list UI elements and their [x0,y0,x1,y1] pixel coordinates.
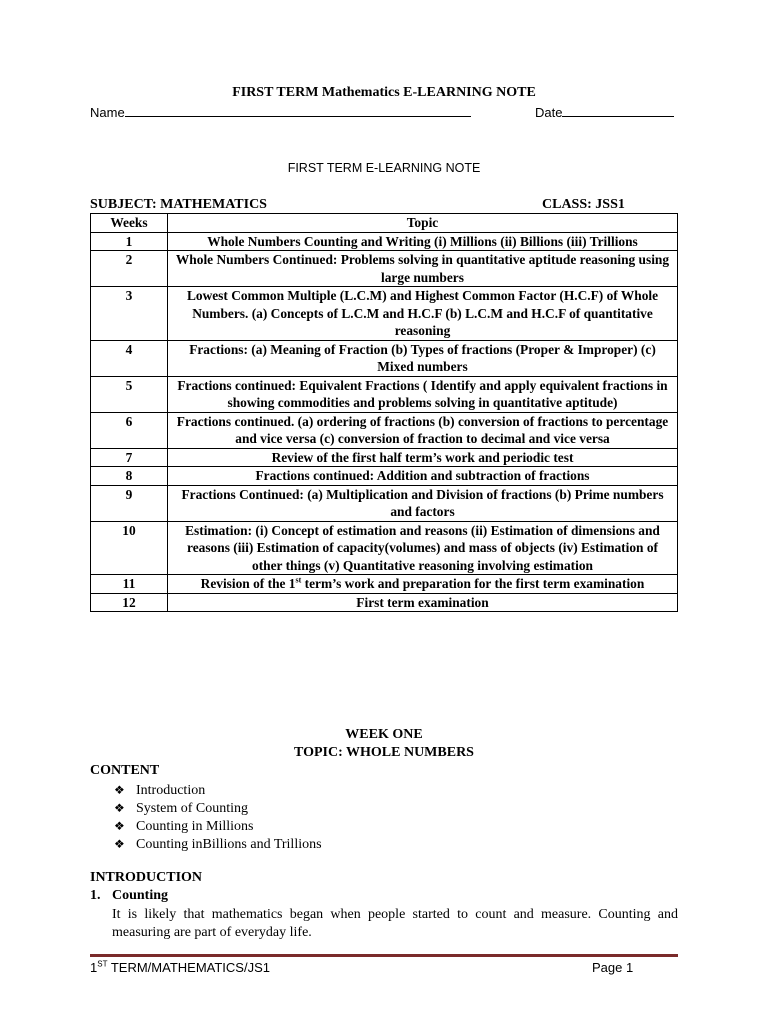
topic-cell: Whole Numbers Counting and Writing (i) Millions (ii) Billions (iii) Trillions [168,232,678,251]
class-label: CLASS: JSS1 [542,197,625,212]
list-item [114,799,322,817]
footer-rule [90,954,678,957]
date-field [535,104,674,120]
topic-heading: TOPIC: WHOLE NUMBERS [294,745,474,760]
topic-text-start: Revision of the 1 [200,576,296,591]
table-row [91,376,678,412]
table-row [91,485,678,521]
table-row [91,251,678,287]
table-row [91,232,678,251]
date-blank-line [562,104,674,117]
topic-cell: Lowest Common Multiple (L.C.M) and Highest Common Factor (H.C.F) of Whole Numbers. (a) Concepts of L.C.M and H.C.F (b) L.C.M and H.C.F of quantitative reasoning [168,287,678,341]
footer-course-label [90,960,270,975]
table-row [91,287,678,341]
topic-cell: Fractions continued. (a) ordering of fractions (b) conversion of fractions to percentage and vice versa (c) conversion of fraction to decimal and vice versa [168,412,678,448]
diamond-bullet-icon: ❖ [114,783,125,797]
document-title: FIRST TERM Mathematics E-LEARNING NOTE [232,85,536,100]
subject-label: SUBJECT: MATHEMATICS [90,197,267,212]
footer-course-text: TERM/MATHEMATICS/JS1 [107,960,270,975]
diamond-bullet-icon: ❖ [114,837,125,851]
table-row [91,575,678,594]
topic-cell: Fractions: (a) Meaning of Fraction (b) Types of fractions (Proper & Improper) (c) Mixed numbers [168,340,678,376]
table-row [91,593,678,612]
week-cell: 5 [91,376,168,412]
week-cell: 9 [91,485,168,521]
introduction-heading: INTRODUCTION [90,870,203,885]
week-cell: 8 [91,467,168,486]
topic-cell: First term examination [168,593,678,612]
week-cell: 3 [91,287,168,341]
topic-cell: Fractions continued: Addition and subtraction of fractions [168,467,678,486]
name-field [90,104,471,120]
list-item [114,817,322,835]
topic-cell: Review of the first half term’s work and periodic test [168,448,678,467]
counting-title: Counting [112,888,169,903]
topic-cell [168,575,678,594]
week-cell: 6 [91,412,168,448]
week-cell: 10 [91,521,168,575]
list-item [114,835,322,853]
diamond-bullet-icon: ❖ [114,819,125,833]
list-item-text: Counting in Millions [136,819,254,834]
table-row [91,340,678,376]
footer-term-number: 1 [90,960,98,975]
week-cell: 7 [91,448,168,467]
week-cell: 4 [91,340,168,376]
topic-header: Topic [168,214,678,233]
topic-cell: Estimation: (i) Concept of estimation and reasons (ii) Estimation of dimensions and reasons (iii) Estimation of capacity(volumes) and mass of objects (iv) Estimation of other things (v) Quantitative reasoning involving estimation [168,521,678,575]
list-item-text: Introduction [136,783,206,798]
topic-cell: Whole Numbers Continued: Problems solving in quantitative aptitude reasoning using large numbers [168,251,678,287]
list-item-text: Counting inBillions and Trillions [136,837,322,852]
ordinal-suffix: st [295,575,302,585]
content-list [114,781,322,853]
page-number: Page 1 [592,960,634,975]
name-label: Name [90,105,125,120]
counting-number: 1. [90,888,101,903]
subtitle: FIRST TERM E-LEARNING NOTE [287,161,481,175]
diamond-bullet-icon: ❖ [114,801,125,815]
list-item [114,781,322,799]
name-blank-line [125,104,471,117]
table-row [91,448,678,467]
topic-cell: Fractions Continued: (a) Multiplication and Division of fractions (b) Prime numbers and factors [168,485,678,521]
counting-heading [90,888,168,904]
footer-ordinal-suffix: ST [97,959,108,969]
week-cell: 1 [91,232,168,251]
scheme-of-work-table [90,213,678,612]
table-row [91,412,678,448]
week-cell: 2 [91,251,168,287]
table-header-row [91,214,678,233]
content-heading: CONTENT [90,763,160,778]
weeks-header: Weeks [91,214,168,233]
topic-cell: Fractions continued: Equivalent Fractions ( Identify and apply equivalent fractions in showing commodities and problems solving in quantitative aptitude) [168,376,678,412]
counting-paragraph: It is likely that mathematics began when people started to count and measure. Counting and measuring are part of everyday life. [112,907,678,940]
topic-text-end: term’s work and preparation for the first term examination [301,576,645,591]
week-cell: 11 [91,575,168,594]
table-row [91,467,678,486]
list-item-text: System of Counting [136,801,249,816]
week-cell: 12 [91,593,168,612]
date-label: Date [535,105,563,120]
week-heading: WEEK ONE [345,727,423,742]
table-row [91,521,678,575]
